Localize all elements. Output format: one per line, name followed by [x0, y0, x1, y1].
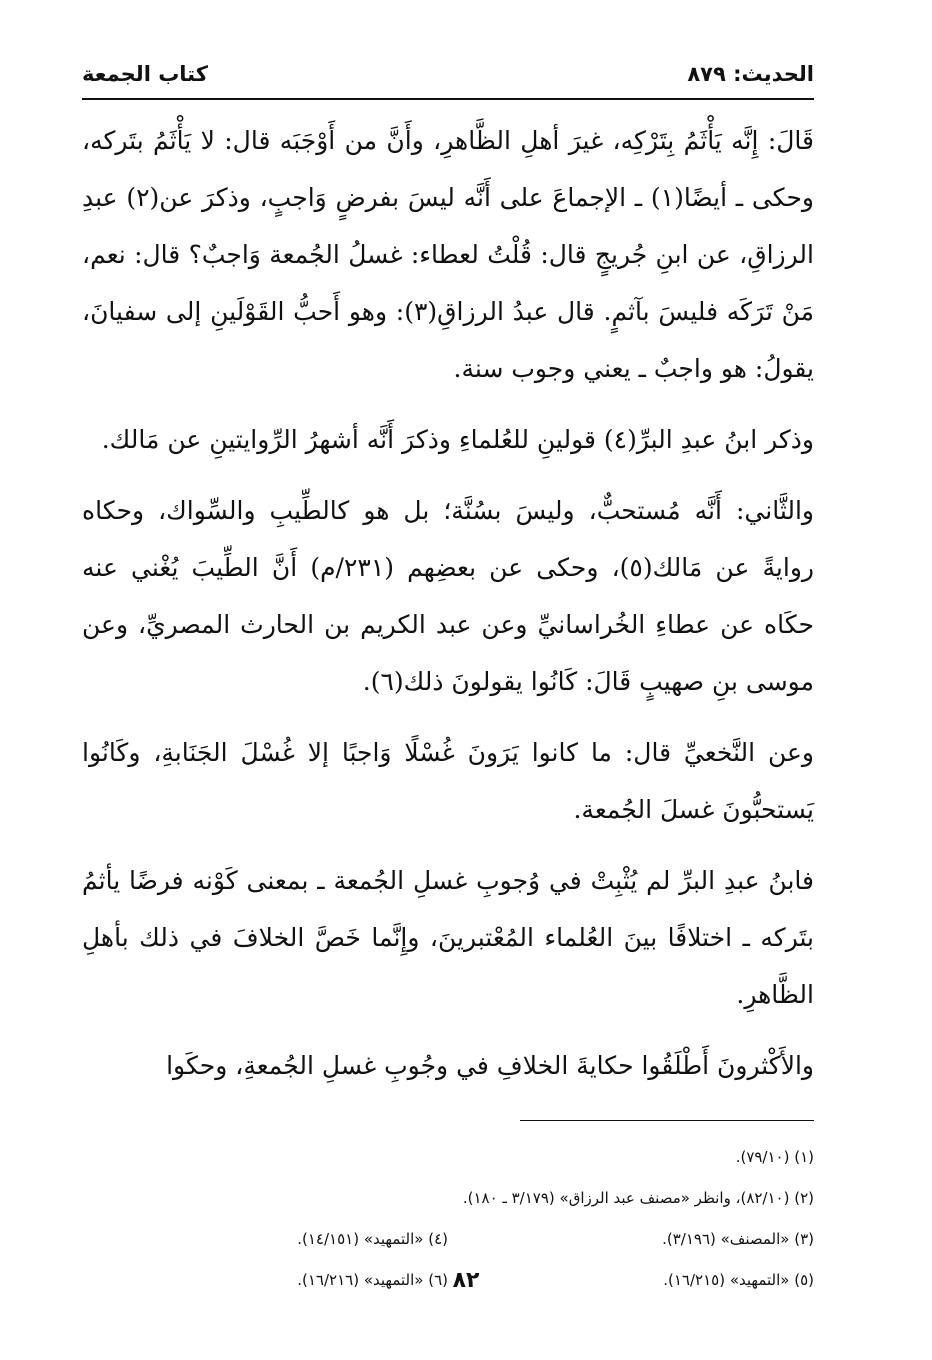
- footnote-separator: [520, 1120, 814, 1121]
- footnote-6: (٦) «التمهيد» (١٦/٢١٦).: [297, 1271, 448, 1289]
- header-rule: [82, 98, 814, 100]
- footnote-2: (٢) (٨٢/١٠)، وانظر «مصنف عبد الرزاق» (٣/١٧٩ ـ ١٨٠).: [462, 1189, 814, 1207]
- footnote-3: (٣) «المصنف» (٣/١٩٦).: [662, 1230, 814, 1248]
- paragraph: والثَّاني: أَنَّه مُستحبٌّ، وليسَ بسُنَّة؛ بل هو كالطِّيبِ والسِّواك، وحكاه روايةً عن مَالك(٥)، وحكى عن بعضِهم (٢٣١/م) أَنَّ الطِّيبَ يُغْني عنه حكَاه عن عطاءِ الخُراسانيِّ وعن عبد الكريم بن الحارث المصريِّ، وعن موسى بنِ صهيبٍ قَالَ: كَانُوا يقولونَ ذلك(٦).: [82, 496, 814, 696]
- footnote-4: (٤) «التمهيد» (١٤/١٥١).: [297, 1230, 448, 1248]
- paragraph: قَالَ: إِنَّه يَأْثَمُ بِتَرْكِه، غيرَ أهلِ الظَّاهرِ، وأَنَّ من أَوْجَبَه قال: لا يَأْثَمُ بتَركه، وحكى ـ أيضًا(١) ـ الإجماعَ على أَنَّه ليسَ بفرضٍ وَاجبٍ، وذكرَ عن(٢) عبدِ الرزاقِ، عن ابنِ جُريجٍ قال: قُلْتُ لعطاء: غسلُ الجُمعة وَاجبٌ؟ قال: نعم، مَنْ تَرَكَه فليسَ بآثمٍ. قال عبدُ الرزاقِ(٣): وهو أَحبُّ القَوْلَينِ إلى سفيانَ، يقولُ: هو واجبٌ ـ يعني وجوب سنة.: [82, 126, 815, 383]
- paragraph: وذكر ابنُ عبدِ البرِّ(٤) قولينِ للعُلماءِ وذكرَ أَنَّه أشهرُ الرِّوايتينِ عن مَالك.: [101, 425, 814, 454]
- paragraph: وعن النَّخعيِّ قال: ما كانوا يَرَونَ غُسْلًا وَاجبًا إلا غُسْلَ الجَنَابةِ، وكَانُوا يَستحبُّونَ غسلَ الجُمعة.: [82, 738, 814, 824]
- page-number: ٨٢: [452, 1268, 480, 1293]
- footnote-row: [82, 1219, 814, 1260]
- running-header: [82, 62, 814, 96]
- book-page: [82, 62, 814, 1301]
- paragraph: فابنُ عبدِ البرِّ لم يُثْبِتْ في وُجوبِ غسلِ الجُمعة ـ بمعنى كَوْنه فرضًا يأثمُ بتَركه ـ اختلافًا بينَ العُلماء المُعْتبرينَ، وإِنَّما خَصَّ الخلافَ في ذلك بأهلِ الظَّاهرِ.: [82, 866, 814, 1009]
- book-title: كتاب الجمعة: [82, 62, 208, 86]
- hadith-number: الحديث: ٨٧٩: [687, 62, 814, 86]
- paragraph: والأَكْثرونَ أَطْلَقُوا حكايةَ الخلافِ في وجُوبِ غسلِ الجُمعةِ، وحكَوا: [166, 1051, 814, 1080]
- main-text: [82, 112, 814, 1094]
- footnote-1: (١) (٧٩/١٠).: [735, 1148, 814, 1166]
- footnote-5: (٥) «التمهيد» (١٦/٢١٥).: [663, 1271, 814, 1289]
